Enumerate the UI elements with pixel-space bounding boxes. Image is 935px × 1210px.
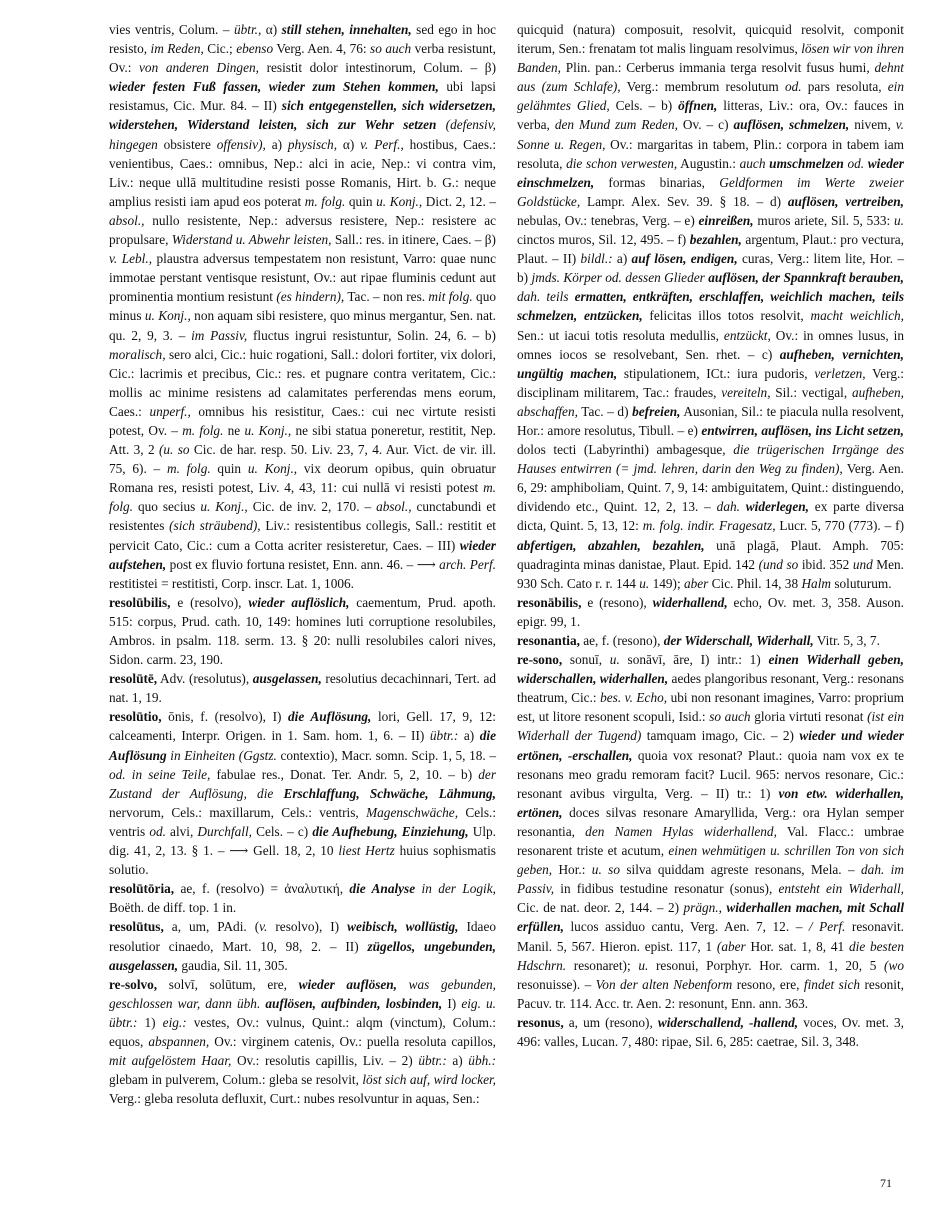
entry-text: Vitr. 5, 3, 7. [813,633,880,648]
entry-text: 149); [649,575,684,591]
entry-text: Halm [801,575,831,591]
entry-text: u. [638,957,649,973]
entry-text: abfertigen, abzahlen, bezahlen, [517,537,705,553]
entry-text: sed ego in hoc resisto, [109,22,497,57]
entry-text: lucos assiduo cantu, Verg. Aen. 7, 12. – [563,919,809,935]
entry-text: dolos tecti (Labyrinthi) ambagesque, [517,442,734,458]
entry-text: ne sibi statua poneretur, restitit, Nep. Att. 3, 2 [109,422,496,458]
entry-text: Cels. – c) [251,823,313,839]
entry-text: von etw. widerhallen, ertönen, [517,785,905,820]
entry-text: resono, ere, [732,976,804,992]
entry-text: soluturum. [831,575,892,591]
entry-text: Cic. de har. resp. 50. Liv. 23, 7, 4. Aur. Vict. de vir. ill. 75, 6). – [109,442,496,477]
entry-text: a) [612,251,632,267]
entry-text: echo, Ov. met. 3, 358. Auson. epigr. 99, 1. [517,594,904,629]
entry-text: aber [683,575,709,591]
entry-text: physisch, [287,136,338,152]
entry-text: widerhallend, [652,594,728,610]
entry-text: Tac. – d) [577,403,633,419]
entry-headword: re-sono, [517,652,563,668]
entry-text: m. folg. indir. Fragesatz, [642,518,776,534]
entry-text: was gebunden, geschlossen war, dann übh. [109,976,496,1011]
entry-text: dah. teils [517,289,569,305]
entry-text: u. [639,575,650,591]
entry-text: übtr., [233,22,262,37]
entry-headword: resonābilis, [517,594,582,610]
entry-text: gaudia, Sil. 11, 305. [178,957,288,973]
entry-text: wieder und wieder ertönen, -erschallen, [517,728,904,763]
entry-text: den Mund zum Reden, [554,117,678,133]
entry-text: u. Konj., [247,461,298,477]
dictionary-entry [109,669,496,707]
entry-text: unā plagā, Plaut. Amph. 705: quadraginta minas danistae, Plaut. Epid. 142 [517,537,904,572]
entry-text: Adv. (resolutus), [157,671,253,687]
entry-text: Ov.: resolutis capillis, Liv. – 2) [231,1053,419,1069]
dictionary-entry [517,593,904,631]
entry-text: sonāvī, āre, I) intr.: 1) [619,652,769,668]
entry-text: cunctabundi et resistentes [109,499,497,534]
entry-text: Sil.: vectigal, [770,384,852,400]
entry-text: und [852,556,873,572]
entry-text: (defensiv, hingegen [109,117,496,152]
entry-headword: resolūtio, [109,709,162,725]
entry-text: Cic.; [203,41,237,57]
entry-headword: resonantia, [517,633,580,648]
entry-text: restitistei = restitisti, Corp. inscr. Lat. 1, 1006. [109,575,354,591]
entry-text: quo secius [133,499,201,515]
entry-text: resonaret); [566,957,639,973]
entry-text: Verg.: gleba resoluta defluxit, Curt.: nubes resolvuntur in aquas, Sen.: [109,1091,480,1107]
entry-text: a) [458,728,480,744]
dictionary-entry [109,879,496,917]
entry-text: so auch [370,41,412,57]
entry-text: Cic. Phil. 14, 38 [708,575,802,591]
entry-text: ae, f. (resono), [579,633,664,648]
entry-text: umschmelzen [769,155,844,171]
entry-headword: resonus, [517,1014,564,1030]
entry-text: quo minus [109,289,496,324]
entry-text: gloria virtuti resonat [750,709,868,725]
entry-text: (ist ein Widerhall der Tugend) [517,709,905,744]
entry-text: Lucr. 5, 770 (773). – f) [775,518,904,534]
entry-text: jmds. Körper od. dessen Glieder [531,270,705,286]
entry-text [397,977,409,992]
entry-text: voces, Ov. met. 3, 496: valles, Lucan. 7, 480: ripae, Sil. 6, 285: caetrae, Sil. 3, 348. [517,1014,904,1049]
entry-text: Von der alten Nebenform [595,976,733,992]
entry-text: tamquam imago, Cic. – 2) [641,728,800,744]
entry-text: nullo resistente, Nep.: adversus resistere, Nep.: resistere ac propulsare, [109,212,496,248]
dictionary-entry [517,650,904,1013]
entry-text: ubi non resonant imagines, Varro: proprium est, ut litore resonent scopuli, Isid.: [517,690,904,725]
entry-text: od. in seine Teile, [109,766,211,782]
entry-text: liest Hertz [338,843,395,859]
entry-text: im Reden, [150,41,204,57]
entry-text: fluctus ingrui resistuntur, Solin. 24, 6. – b) [247,327,496,343]
entry-text: lösen wir von ihren Banden, [517,41,904,76]
entry-text: der Widerschall, Widerhall, [663,633,814,648]
entry-text: verba resistunt, Ov.: [109,41,496,76]
entry-text: felicitas illos totos resolvit, [642,308,811,324]
entry-text: v. Sonne u. Regen, [517,117,904,152]
entry-text: u. [609,652,620,668]
entry-text: vies ventris, Colum. – [109,22,234,37]
entry-text: auflösen, vertreiben, [787,193,904,209]
entry-text: ōnis, f. (resolvo), I) [161,709,289,725]
entry-text: ex parte diversa dicta, Quint. 5, 13, 12: [517,499,904,534]
entry-text: Cic. de nat. deor. 2, 144. – 2) [517,900,684,916]
entry-text: (aber [716,938,746,954]
dictionary-entry [109,20,496,593]
entry-text: im Passiv, [191,327,248,343]
entry-text: nivem, [849,117,896,133]
entry-text: aufheben, abschaffen, [517,384,905,419]
entry-text: prägn., [683,900,722,916]
entry-text: zügellos, ungebunden, ausgelassen, [109,938,497,973]
entry-text: v. Lebl., [109,251,153,267]
entry-text: a) [446,1053,469,1069]
entry-text: wieder aufstehen, [109,537,496,572]
entry-text: moralisch, [109,346,166,362]
entry-text: in der Logik, [421,881,496,897]
entry-text: u. Konj., [144,308,191,324]
entry-text: arch. Perf. [439,556,496,572]
entry-text: Ov.: margaritas in tabem, Plin.: corpora in tabem iam resoluta, [517,136,904,171]
entry-text: v. [259,919,268,935]
entry-text: ae, f. (resolvo) = ἀναλυτική, [174,881,350,897]
entry-text: Ausonian, Sil.: te piacula nulla resolvent, Hor.: amore resolutus, Tibull. – e) [517,403,904,438]
entry-text: sero alci, Cic.: huic rogationi, Sall.: dolori fortiter, vix dolori, Cic.: lacrimis et precibus, Cic.: res. et pugnare contra veritatem, Cic.: mollis ac minime resistens ad calamitates perferendas mens eorum, Caes.: [109,346,496,419]
entry-text: Durchfall, [197,823,252,839]
entry-text: der Zustand der Auflösung, die [109,766,496,801]
entry-headword: resolūbilis, [109,594,171,610]
entry-text: Men. 930 Sch. Cato r. r. 144 [517,556,904,591]
entry-text: Verg.: disciplinam militarem, Tac.: fraudes, [517,365,904,400]
entry-text: widerhallen machen, mit Schall erfüllen, [517,900,905,935]
dictionary-entry [109,975,496,1109]
entry-text: resistit dolor intestinorum, Colum. – β) [258,60,496,76]
entry-text: e (resono), [581,594,653,610]
entry-text: quicquid (natura) composuit, resolvit, quicquid resolvit, componit iterum, Sen.: frenatam tot malis linguam resolvimus, [517,22,904,57]
entry-text: ubi lapsi resistamus, Cic. Mur. 84. – II) [109,79,496,114]
entry-text: u. [894,212,904,228]
entry-text: α) [337,136,361,152]
entry-text: od. [784,79,802,95]
entry-text: die trügerischen Irrgänge des Hauses entwirren (= jmd. lehren, darin den Weg zu finden), [517,442,904,477]
entry-text: die Analyse [349,881,416,897]
entry-text: von anderen Dingen, [139,60,259,76]
entry-text: contextio), Macr. somn. Scip. 1, 5, 18. – [276,747,496,763]
entry-text: einen wehmütigen u. schrillen Ton von sich geben, [517,843,904,878]
entry-text: wieder auflöslich, [248,594,350,610]
entry-text: den Namen Hylas widerhallend, [585,823,777,839]
entry-text: u. so [591,862,620,878]
entry-text: Dict. 2, 12. – [422,193,497,209]
entry-text: Boëth. de diff. top. 1 in. [109,900,237,916]
entry-text: solvī, solūtum, ere, [157,976,299,992]
entry-text: a, um, PAdi. ( [163,919,260,935]
entry-text: a) [265,136,288,152]
entry-text: od. [149,823,166,839]
entry-text: Cic. de inv. 2, 170. – [247,499,377,515]
entry-text: resolutius decachinnari, Tert. ad nat. 1, 19. [109,671,496,706]
left-column [109,20,496,1108]
entry-text: Ov. – c) [677,117,734,133]
entry-text: die besten Hdschrn. [517,938,904,973]
entry-text: bezahlen, [689,232,742,248]
entry-headword: re-solvo, [109,976,158,992]
entry-text: Verg. Aen. 6, 29: amphiboliam, Quint. 7, 9, 14: ambiguitatem, Quint.: distinguendo, dividendo etc., Quint. 12, 2, 13. – [517,461,905,515]
entry-text: e (resolvo), [170,594,249,610]
entry-text: offensiv), [216,136,266,152]
dictionary-entry [517,631,904,650]
entry-text: (u. so [158,442,190,458]
entry-text: nebulas, Ov.: tenebras, Verg. – e) [517,212,699,228]
entry-text: auflösen, aufbinden, losbinden, [265,995,443,1011]
entry-text: Verg. Aen. 4, 76: [273,41,371,57]
entry-headword: resolūtōria, [109,881,175,897]
entry-text: Lampr. Alex. Sev. 39. § 18. – d) [580,193,788,209]
entry-text: cinctos muros, Sil. 12, 495. – f) [517,232,690,248]
dictionary-entry [109,593,496,669]
entry-text: entsteht ein Widerhall, [778,881,904,897]
entry-text: verletzen, [814,365,866,381]
entry-text: nervorum, Cels.: maxillarum, Cels.: ventris, [109,804,367,820]
entry-text: mit aufgelöstem Haar, [109,1053,232,1069]
entry-text: vix deorum opibus, quin obruatur Romana res, resisti potest, Liv. 4, 43, 11: cui nullā vi resisti potest [109,461,496,496]
entry-text: widerlegen, [745,499,809,515]
entry-text: post ex fluvio fortuna resistet, Enn. ann. 46. – ⟶ [166,556,440,572]
entry-text: vestes, Ov.: vulnus, Quint.: alqm (vinctum), Colum.: equos, [109,1014,497,1049]
entry-text: dah. im Passiv, [517,862,904,897]
dictionary-entry [109,707,496,879]
entry-text: u. Konj., [200,499,248,515]
entry-text: die Auflösung [109,728,497,763]
entry-text: hostibus, Caes.: venientibus, Caes.: omnibus, Nep.: alci in acie, Nep.: vi contra vim, Liv.: neque ullā multitudine resisti posse Romanis, Hirt. b. G.: neque amplius resisti iam apud eos poterat [109,136,497,209]
entry-text: befreien, [632,403,681,419]
entry-text: sich entgegenstellen, sich widersetzen, widerstehen, Widerstand leisten, sich zur Wehr setzen [109,98,496,133]
entry-text: alvi, [165,823,198,839]
entry-text: m. folg. [109,480,496,515]
entry-text: die schon verwesten, [566,155,678,171]
entry-text: die Aufhebung, Einziehung, [312,823,469,839]
entry-text: Erschlaffung, Schwäche, Lähmung, [283,785,496,801]
entry-text: Idaeo resolutior cinaedo, Mart. 10, 98, 2. – II) [109,919,497,954]
right-column [517,20,904,1051]
entry-text: übtr.: [418,1053,447,1069]
entry-text: (und so [758,556,799,572]
entry-text: litteras, Liv.: ora, Ov.: fauces in verba, [517,98,904,133]
entry-text: wieder festen Fuß fassen, wieder zum Stehen kommen, [109,79,439,95]
entry-text: Widerstand u. Abwehr leisten, [171,232,332,248]
entry-text: resonui, Porphyr. Hor. carm. 1, 20, 5 [648,957,885,973]
entry-text: Sen.: ut iacui totis resoluta medullis, [517,327,724,343]
entry-text: macht weichlich, [810,308,904,324]
entry-text: caementum, Prud. apoth. 515: corpus, Prud. cath. 10, 149: homines luti corruptione resolubiles, Ambros. in psalm. 118. serm. 13. § 20: nulli resolubiles calori nives, Sidon. carm. 23, 190. [109,594,496,668]
entry-text: quin [210,461,248,477]
entry-text: Geldformen im Werte zweier Goldstücke, [517,174,905,209]
entry-text: resonavit. Manil. 5, 567. Hieron. epist. 117, 1 [517,919,904,954]
entry-text: v. Perf., [360,136,404,152]
entry-text: Cels. – b) [609,98,679,114]
entry-text: quin [345,193,377,209]
entry-text: doces silvas resonare Amaryllida, Verg.: ora Hylan semper resonantia, [517,804,904,839]
entry-text: omnibus his resistitur, Caes.: cui nec virtute resisti potest, Ov. – [109,403,496,438]
entry-text: wieder einschmelzen, [517,155,904,190]
entry-text: glebam in pulverem, Colum.: gleba se resolvit, [109,1072,363,1088]
entry-text: löst sich auf, wird locker, [362,1072,496,1088]
entry-text: stipulationem, ICt.: iura pudoris, [617,365,815,381]
entry-text: Sall.: res. in itinere, Caes. – β) [331,232,496,248]
entry-text: weibisch, wollüstig, [347,919,459,935]
entry-text: ein gelähmtes Glied, [517,79,904,114]
entry-text: übtr.: [429,728,459,744]
entry-text: Ulp. dig. 41, 2, 13. § 1. – ⟶ Gell. 18, 2, 10 [109,823,497,859]
entry-text: absol., [376,499,412,515]
entry-text: I) [442,995,462,1011]
entry-text: unperf., [149,403,191,419]
page-number: 71 [880,1176,892,1190]
dictionary-entry [517,20,904,593]
entry-text: 1) [137,1014,163,1030]
entry-text: ibid. 352 [798,556,853,572]
entry-text: abspannen, [148,1033,210,1049]
entry-text: a, um (resono), [563,1014,658,1030]
entry-text: die Auflösung, [288,709,372,725]
entry-headword: resolūtē, [109,671,158,687]
entry-text: in fidibus testudine resonatur (sonus), [554,881,779,897]
entry-text: ermatten, entkräften, erschlaffen, weichlich machen, teils schmelzen, entzücken, [517,289,904,324]
entry-text [436,117,445,132]
entry-text: Plin. pan.: Cerberus immania terga resolvit fusus humi, [560,60,875,76]
entry-text: ebenso [236,41,274,57]
entry-text: auf lösen, endigen, [631,251,738,267]
entry-text: widerschallend, -hallend, [657,1014,799,1030]
entry-text: sonuī, [562,652,610,668]
entry-text: ausgelassen, [252,671,322,687]
entry-text: vereiteln, [721,384,771,400]
entry-text: muros ariete, Sil. 5, 533: [753,212,895,228]
entry-text: Liv.: resistentibus collegis, Sall.: restitit et pervicit Cato, Cic.: cum a Cotta acriter resisteretur, Caes. – III) [109,518,496,553]
entry-text: aedes plangoribus resonant, Verg.: resonans theatrum, Cic.: [517,671,904,706]
entry-text: Ov.: in omnes lusus, in omnes iocos se resolvebant, Sen. rhet. – c) [517,327,904,362]
entry-text: non aquam sibi resistere, quo minus mergantur, Sen. nat. qu. 2, 9, 3. – [109,308,496,343]
entry-text: Val. Flacc.: umbrae resonarent triste et acutum, [517,823,905,859]
entry-text: (wo [884,957,904,973]
entry-text: ne [223,422,245,438]
entry-text: resonuisse). – [517,976,596,992]
entry-text: u. Konj., [376,193,423,209]
entry-text: (sich sträubend), [169,518,261,534]
entry-text: Cels.: ventris [109,804,497,839]
entry-text: Tac. – non res. [344,289,429,305]
entry-text: lori, Gell. 17, 9, 12: calceamenti, Interpr. Origen. in 1. Sam. hom. 1, 6. – II) [109,709,496,744]
entry-text: quoia vox resonat? Plaut.: quoia nam vox ex te resonans meo gradu remoram facit? Lucil. 965: nervos resonare, Cic.: resonant avibus virgulta, Verg. – II) tr.: 1) [517,747,904,801]
entry-text: öffnen, [678,98,718,114]
entry-text: od. [847,155,865,171]
entry-text: dah. [716,499,740,515]
entry-text: (es hindern), [276,289,345,305]
entry-text: obsistere [157,136,217,152]
entry-text: resonit, Pacuv. tr. 114. Acc. tr. Aen. 2: resonunt, Enn. ann. 363. [517,976,905,1011]
entry-text: m. folg. [304,193,346,209]
entry-text: Verg.: membrum resolutum [620,79,785,95]
entry-text: Hor. sat. 1, 8, 41 [745,938,849,954]
entry-headword: resolūtus, [109,919,164,935]
entry-text: formas binarias, [594,174,720,190]
entry-text: dehnt aus (zum Schlafe), [517,60,904,95]
entry-text: Ov.: virginem catenis, Ov.: puella resoluta capillos, [209,1033,497,1049]
dictionary-entry [517,1013,904,1051]
entry-text: still stehen, innehalten, [281,22,412,37]
entry-text: resolvo), I) [267,919,348,935]
entry-text: pars resoluta, [801,79,888,95]
entry-text: plaustra adversus tempestatem non resistunt, Varro: quae nunc immotae perstant ventisque resistunt, Ov.: aut ripae fluminis cedunt aut prominentia montium resistunt [109,251,496,305]
dictionary-entry [109,917,496,974]
entry-text: auflösen, schmelzen, [733,117,850,133]
entry-text: m. folg. [166,461,211,477]
entry-text: / Perf. [808,919,846,935]
entry-text: Hor.: [552,862,592,878]
entry-text: curas, Verg.: litem lite, Hor. – b) [517,251,904,286]
entry-text: absol., [109,212,145,228]
entry-text: m. folg. [182,422,224,438]
entry-text: wieder auflösen, [298,976,398,992]
entry-text: Magenschwäche, [366,804,459,820]
entry-text: findet sich [803,976,861,992]
entry-text: mit folg. [428,289,473,305]
entry-text: bildl.: [580,251,613,267]
entry-text: einreißen, [698,212,754,228]
entry-text: Augustin.: [677,155,740,171]
entry-text: fabulae res., Donat. Ter. Andr. 5, 2, 10. – b) [210,766,479,782]
entry-text: aufheben, vernichten, ungültig machen, [517,346,904,381]
entry-text: auch [739,155,766,171]
entry-text: übh.: [468,1053,496,1069]
entry-text: u. Konj., [244,422,292,438]
entry-text: argentum, Plaut.: pro vectura, Plaut. – II) [517,232,904,267]
entry-text: eig.: [162,1014,187,1030]
entry-text: α) [261,22,282,37]
entry-text: eig. u. übtr.: [109,995,496,1030]
entry-text: so auch [709,709,751,725]
entry-text: entwirren, auflösen, ins Licht setzen, [701,422,904,438]
entry-text: einen Widerhall geben, widerschallen, widerhallen, [517,652,904,687]
entry-text: in Einheiten (Ggstz. [170,747,277,763]
entry-text: silva quiddam agreste resonans, Mela. – [619,862,862,878]
entry-text: auflösen, der Spannkraft berauben, [708,270,904,286]
entry-text: huius sophismatis solutio. [109,843,496,878]
entry-text: entzückt, [723,327,771,343]
entry-text: bes. v. Echo, [600,690,668,706]
